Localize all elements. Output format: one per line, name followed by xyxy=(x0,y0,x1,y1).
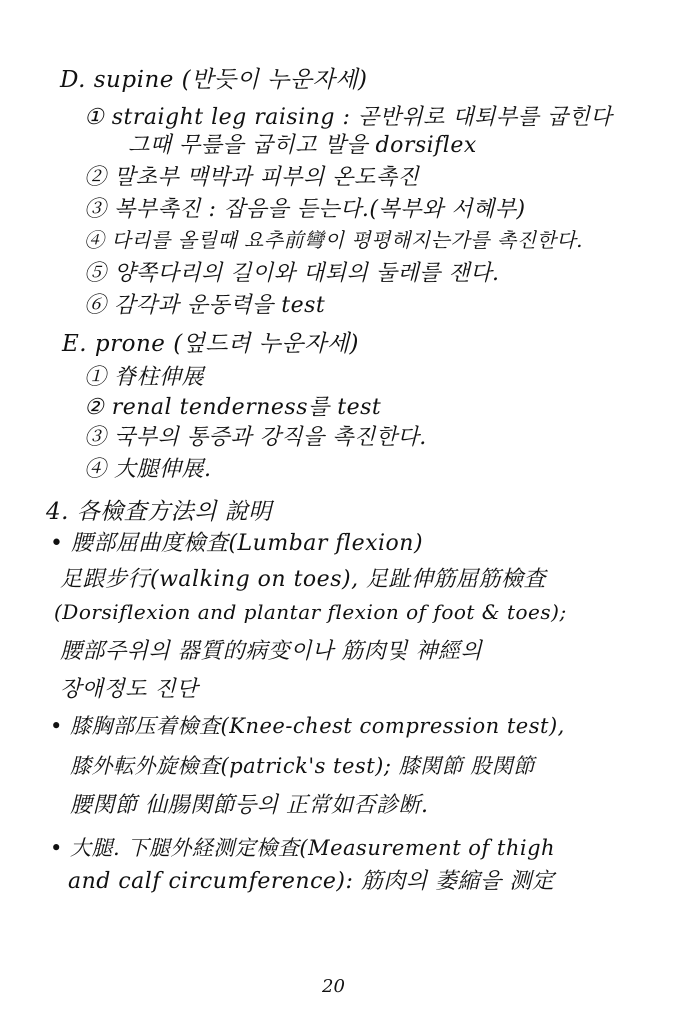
section-d-item: ③ 복부촉진 : 잡음을 듣는다.(복부와 서혜부) xyxy=(84,197,526,222)
section-4-line: 膝外転外旋檢査(patrick's test); 膝関節 股関節 xyxy=(70,754,535,778)
section-e-heading: E. prone (엎드려 누운자세) xyxy=(62,331,359,357)
section-4-line: 腰関節 仙腸関節등의 正常如否診断. xyxy=(70,793,429,818)
section-4-line: 足跟步行(walking on toes), 足趾伸筋屈筋檢査 xyxy=(60,567,547,592)
section-4-line: (Dorsiflexion and plantar flexion of foot & toes); xyxy=(54,600,567,624)
section-d-heading: D. supine (반듯이 누운자세) xyxy=(60,67,368,93)
section-e-item: ③ 국부의 통증과 강직을 촉진한다. xyxy=(84,425,427,450)
section-d-item: ⑤ 양쪽다리의 길이와 대퇴의 둘레를 잰다. xyxy=(84,261,500,286)
section-d-item: ④ 다리를 올릴때 요추前彎이 평평해지는가를 촉진한다. xyxy=(84,228,584,252)
section-4-line: • 膝胸部压着檢査(Knee-chest compression test), xyxy=(50,714,565,738)
section-e-item: ④ 大腿伸展. xyxy=(84,457,212,482)
page-number: 20 xyxy=(322,976,345,997)
section-d-item: ⑥ 감각과 운동력을 test xyxy=(84,293,326,318)
section-4-line: 腰部주위의 器質的病变이나 筋肉및 神經의 xyxy=(60,639,483,664)
section-4-line: 장애정도 진단 xyxy=(60,677,199,702)
section-d-item: ① straight leg raising : 곧반위로 대퇴부를 굽힌다 xyxy=(84,105,613,130)
section-d-item: 그때 무릎을 굽히고 발을 dorsiflex xyxy=(128,133,477,158)
section-e-item: ② renal tenderness를 test xyxy=(84,395,382,420)
section-4-line: and calf circumference): 筋肉의 萎縮을 测定 xyxy=(68,869,555,894)
section-4-heading: 4. 各檢査方法의 說明 xyxy=(46,499,272,525)
section-e-item: ① 脊柱伸展 xyxy=(84,365,204,390)
section-d-item: ② 말초부 맥박과 피부의 온도촉진 xyxy=(84,165,420,190)
section-4-line: • 腰部屈曲度檢査(Lumbar flexion) xyxy=(50,531,424,556)
section-4-line: • 大腿. 下腿外経测定檢査(Measurement of thigh xyxy=(50,836,556,860)
